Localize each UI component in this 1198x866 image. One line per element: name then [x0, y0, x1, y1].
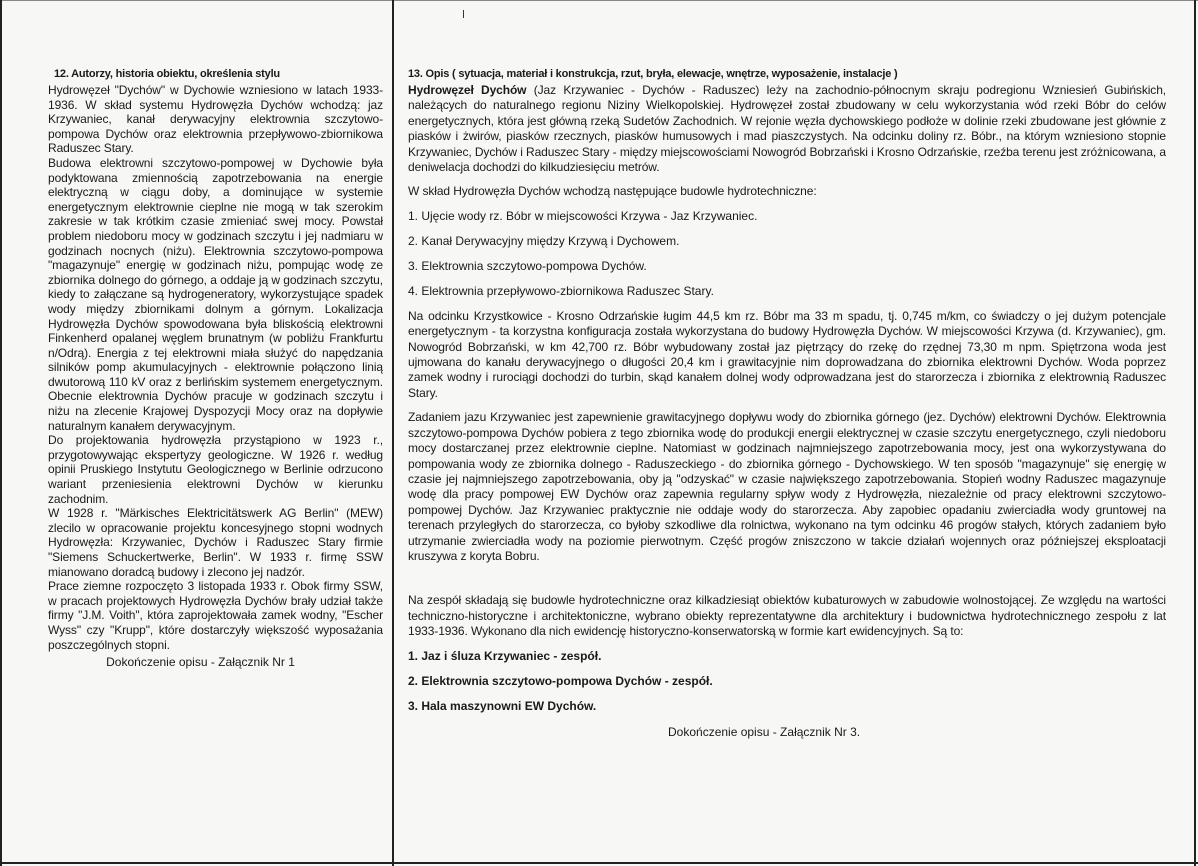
bold-list-item: 1. Jaz i śluza Krzywaniec - zespół. [408, 648, 602, 663]
list-intro: W skład Hydrowęzła Dychów wchodzą następujące budowle hydrotechniczne: [408, 184, 817, 199]
top-border [0, 0, 1198, 1]
bold-list-item: 2. Elektrownia szczytowo-pompowa Dychów - zespół. [408, 673, 713, 688]
paragraph-4: Na zespół składają się budowle hydrotechniczne oraz kilkadziesiąt obiektów kubaturowych w zabudowie wolnostojącej. Ze względu na wartości techniczno-historyczne i architektoniczne, wybrano obiekty reprezentatywne dla architektury i budownictwa hydrotechnicznego zespołu z lat 1933-1936. Wykonano dla nich ewidencję historyczno-konserwatorską w formie kart ewidencyjnych. Są to: [408, 593, 1166, 639]
left-paragraph: Do projektowania hydrowęzła przystąpiono w 1923 r., przygotowywając ekspertyzy geologiczne. W 1926 r. według opinii Pruskiego Instytutu Geologicznego w Berlinie odrzucono wariant przeniesienia elektrowni Dychów w kierunku zachodnim. [48, 433, 383, 506]
left-paragraph: Prace ziemne rozpoczęto 3 listopada 1933 r. Obok firmy SSW, w pracach projektowych Hydrowęzła Dychów brały udział także firmy "J.M. Voith", która zaprojektowała zamek wodny, "Escher Wyss" czy "Krupp", które dostarczyły większość wyposażania poszczególnych stopni. [48, 579, 383, 652]
bottom-border [0, 862, 1198, 864]
scan-mark [463, 10, 464, 18]
right-heading: 13. Opis ( sytuacja, materiał i konstrukcja, rzut, bryła, elewacje, wnętrze, wyposażenie, instalacje ) [408, 68, 898, 80]
left-paragraph: W 1928 r. "Märkisches Elektricitätswerk AG Berlin" (MEW) zlecilo w opracowanie projektu koncesyjnego stopni wodnych Hydrowęzła: Krzywaniec, Dychów i Raduszec Stary firmie "Siemens Schuckertwerke, Berlin". W 1933 r. firmę SSW mianowano doradcą budowy i zlecono jej nadzór. [48, 506, 383, 579]
intro-paragraph [408, 83, 1166, 175]
spacer [408, 573, 1166, 593]
list-item: 1. Ujęcie wody rz. Bóbr w miejscowości Krzywa - Jaz Krzywaniec. [408, 208, 758, 223]
list-item: 4. Elektrownia przepływowo-zbiornikowa Raduszec Stary. [408, 283, 714, 298]
left-paragraph: Budowa elektrowni szczytowo-pompowej w Dychowie była podyktowana zmiennością zapotrzebowania na energie elektryczną w ciągu doby, a dominujące w systemie energetycznym elektrownie cieplne nie mogą w tak szerokim zakresie w tak krótkim czasie zmieniać swej mocy. Powstał problem niedoboru mocy w godzinach szczytu i jej nadmiaru w godzinach nocnych (niżu). Elektrownia szczytowo-pompowa "magazynuje" energię w godzinach niżu, pompując wodę ze zbiornika dolnego do górnego, a oddaje ją w godzinach szczytu, kiedy to załączane są hydrogeneratory, wykorzystujące spadek wody między zbiornikami dolnym a górnym. Lokalizacja Hydrowęzła Dychów spowodowana była bliskością elektrowni Finkenherd opalanej węglem brunatnym (w pobliżu Frankfurtu n/Odrą). Energia z tej elektrowni miała służyć do napędzania silników pomp akumulacyjnych - elektrownie połączono linią dwutorową 110 kV oraz z berlińskim systemem energetycznym. Obecnie elektrownia Dychów pracuje w godzinach szczytu i niżu na zlecenie Krajowej Dyspozycji Mocy oraz na dopływie naturalnym kanałem derywacyjnym. [48, 155, 383, 433]
intro-bold-term: Hydrowęzeł Dychów [408, 83, 527, 97]
left-footer: Dokończenie opisu - Załącznik Nr 1 [106, 655, 295, 670]
left-paragraph: Hydrowęzeł "Dychów" w Dychowie wzniesiono w latach 1933-1936. W skład systemu Hydrowęzła Dychów wchodzą: jaz Krzywaniec, kanał derywacyjny elektrownia szczytowo-pompowa Dychów oraz elektrownia przepływowo-zbiornikowa Raduszec Stary. [48, 83, 383, 156]
paragraph-3: Zadaniem jazu Krzywaniec jest zapewnienie grawitacyjnego dopływu wody do zbiornika górnego (jez. Dychów) elektrowni Dychów. Elektrownia szczytowo-pompowa Dychów pobiera z tego zbiornika wodę do produkcji energii elektrycznej w czasie szczytu energetycznego, czyli niedoboru mocy dostarczanej przez elektrownie cieplne. Natomiast w godzinach najmniejszego zapotrzebowania mocy, jest ona wykorzystywana do pompowania wody ze zbiornika dolnego - Raduszeckiego - do zbiornika górnego - Dychowskiego. W ten sposób "magazynuje" się energię w czasie jej najmniejszego zapotrzebowania, oby ją "odzyskać" w czasie największego zapotrzebowania. Stopień wodny Raduszec magazynuje wodę dla pracy pompowej EW Dychów oraz zapewnia regularny spływ wody z Hydrowęzła, niezależnie od pracy elektrowni szczytowo-pompowej Dychów. Jaz Krzywaniec praktycznie nie oddaje wody do starorzecza. Aby zapobiec opadaniu zwierciadła wody gruntowej na terenach przyległych do starorzecza, co byłoby szkodliwe dla rolnictwa, wykonano na tym odcinku 46 progów stałych, których zadaniem było utrzymanie zwierciadła wody na poziomie pierwotnym. Część progów zniszczono w takcie działań wojennych oraz późniejszej eksploatacji kruszywa z koryta Bobru. [408, 410, 1166, 563]
column-divider [392, 0, 394, 866]
list-item: 2. Kanał Derywacyjny między Krzywą i Dychowem. [408, 233, 680, 248]
intro-text: (Jaz Krzywaniec - Dychów - Raduszec) leży na zachodnio-północnym skraju podregionu Wzniesień Gubińskich, należących do naturalnego regionu Niziny Wielkopolskiej. Hydrowęzeł został zbudowany w celu wykorzystania wód rzeki Bóbr do celów energetycznych, która jest główną rzeką Sudetów Zachodnich. W rejonie węzła dychowskiego podłoże w dolinie rzeki zbudowane jest głównie z piasków i żwirów, piasków rzecznych, piasków humusowych i mad piaszczystych. Na odcinku doliny rz. Bóbr., na którym wzniesiono stopnie Krzywaniec, Dychów i Raduszec Stary - między miejscowościami Nowogród Bobrzański i Krosno Odrzańskie, rzeźba terenu jest zróżnicowana, a deniwelacja dochodzi do kilkudziesięciu metrów. [408, 83, 1166, 175]
right-footer: Dokończenie opisu - Załącznik Nr 3. [668, 724, 861, 739]
left-heading: 12. Autorzy, historia obiektu, określenia stylu [54, 68, 280, 80]
list-item: 3. Elektrownia szczytowo-pompowa Dychów. [408, 258, 647, 273]
bold-list-item: 3. Hala maszynowni EW Dychów. [408, 698, 597, 713]
right-column [408, 66, 1166, 740]
paragraph-2: Na odcinku Krzystkowice - Krosno Odrzańskie ługim 44,5 km rz. Bóbr ma 33 m spadu, tj. 0,745 m/km, co świadczy o jej dużym potencjale energetycznym - ta korzystna konfiguracja została wykorzystana do budowy Hydrowęzła Dychów. W miejscowości Krzywa (d. Krzywaniec), gm. Nowogród Bobrzański, w km 42,700 rz. Bóbr wybudowany został jaz piętrzący do rzekę do rzędnej 73,30 m npm. Spiętrzona woda jest ujmowana do kanału derywacyjnego o długości 20,4 km i grawitacyjnie nim doprowadzana do zbiornika elektrowni Dychów. Woda poprzez zamek wodny i rurociągi dochodzi do turbin, skąd kanałem dolnej wody odprowadzana jest do starorzecza i zbiornika z elektrownią Raduszec Stary. [408, 308, 1166, 400]
left-column [48, 66, 383, 670]
right-border [1194, 0, 1196, 866]
left-border [0, 0, 2, 866]
